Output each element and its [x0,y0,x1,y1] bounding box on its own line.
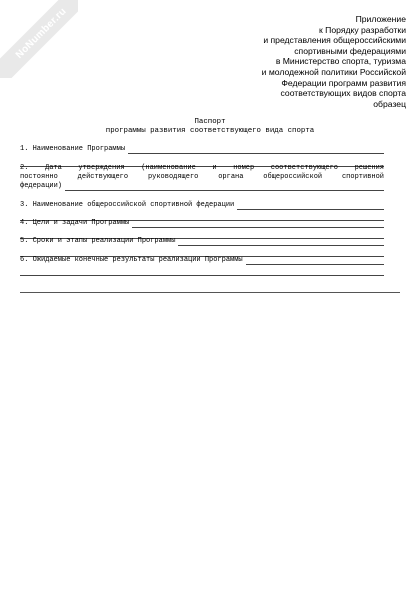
appendix-line: и молодежной политики Российской [261,66,406,77]
appendix-line: Федерации программ развития [281,77,406,88]
watermark-ribbon [0,0,78,78]
item-6-field [20,256,384,276]
item-3-blank[interactable] [237,201,384,210]
item-6-label: 6. Ожидаемые конечные результаты реализации Программы [20,256,243,264]
item-4-field [20,219,384,239]
appendix-line: и представления общероссийскими [263,35,406,46]
appendix-line: соответствующих видов спорта [280,88,406,99]
item-1-label: 1. Наименование Программы [20,145,126,153]
appendix-line: Приложение [355,14,406,24]
appendix-line: к Порядку разработки [319,24,406,35]
appendix-line: спортивными федерациями [294,45,406,56]
item-1-blank[interactable] [128,145,384,154]
item-6-blank-line[interactable] [20,266,384,276]
passport-title: Паспорт [194,118,226,126]
bottom-divider [20,292,400,293]
item-2-label-line-1: 2. Дата утверждения (наименование и номер соответствующего решения [20,164,384,172]
watermark-text: NoNumber.ru [13,5,69,61]
appendix-line: в Министерство спорта, туризма [275,56,406,67]
item-5-label: 5. Сроки и этапы реализации Программы [20,237,176,245]
item-4-label: 4. Цели и задачи Программы [20,219,130,227]
item-3-field [20,201,384,221]
appendix-header [206,14,406,99]
item-2-field [20,164,384,191]
item-3-label: 3. Наименование общероссийской спортивной федерации [20,201,235,209]
item-2-label-line-3: федерации) [20,182,63,190]
item-6-blank[interactable] [246,256,384,265]
sample-label: образец [373,99,406,109]
passport-subtitle: программы развития соответствующего вида спорта [105,127,315,135]
item-5-field [20,237,384,257]
item-4-blank[interactable] [132,219,384,228]
watermark-corner [0,0,78,78]
item-5-blank[interactable] [178,237,384,246]
item-2-blank[interactable] [65,182,384,191]
item-2-label-line-2: постоянно действующего руководящего органа общероссийской спортивной [20,173,384,181]
